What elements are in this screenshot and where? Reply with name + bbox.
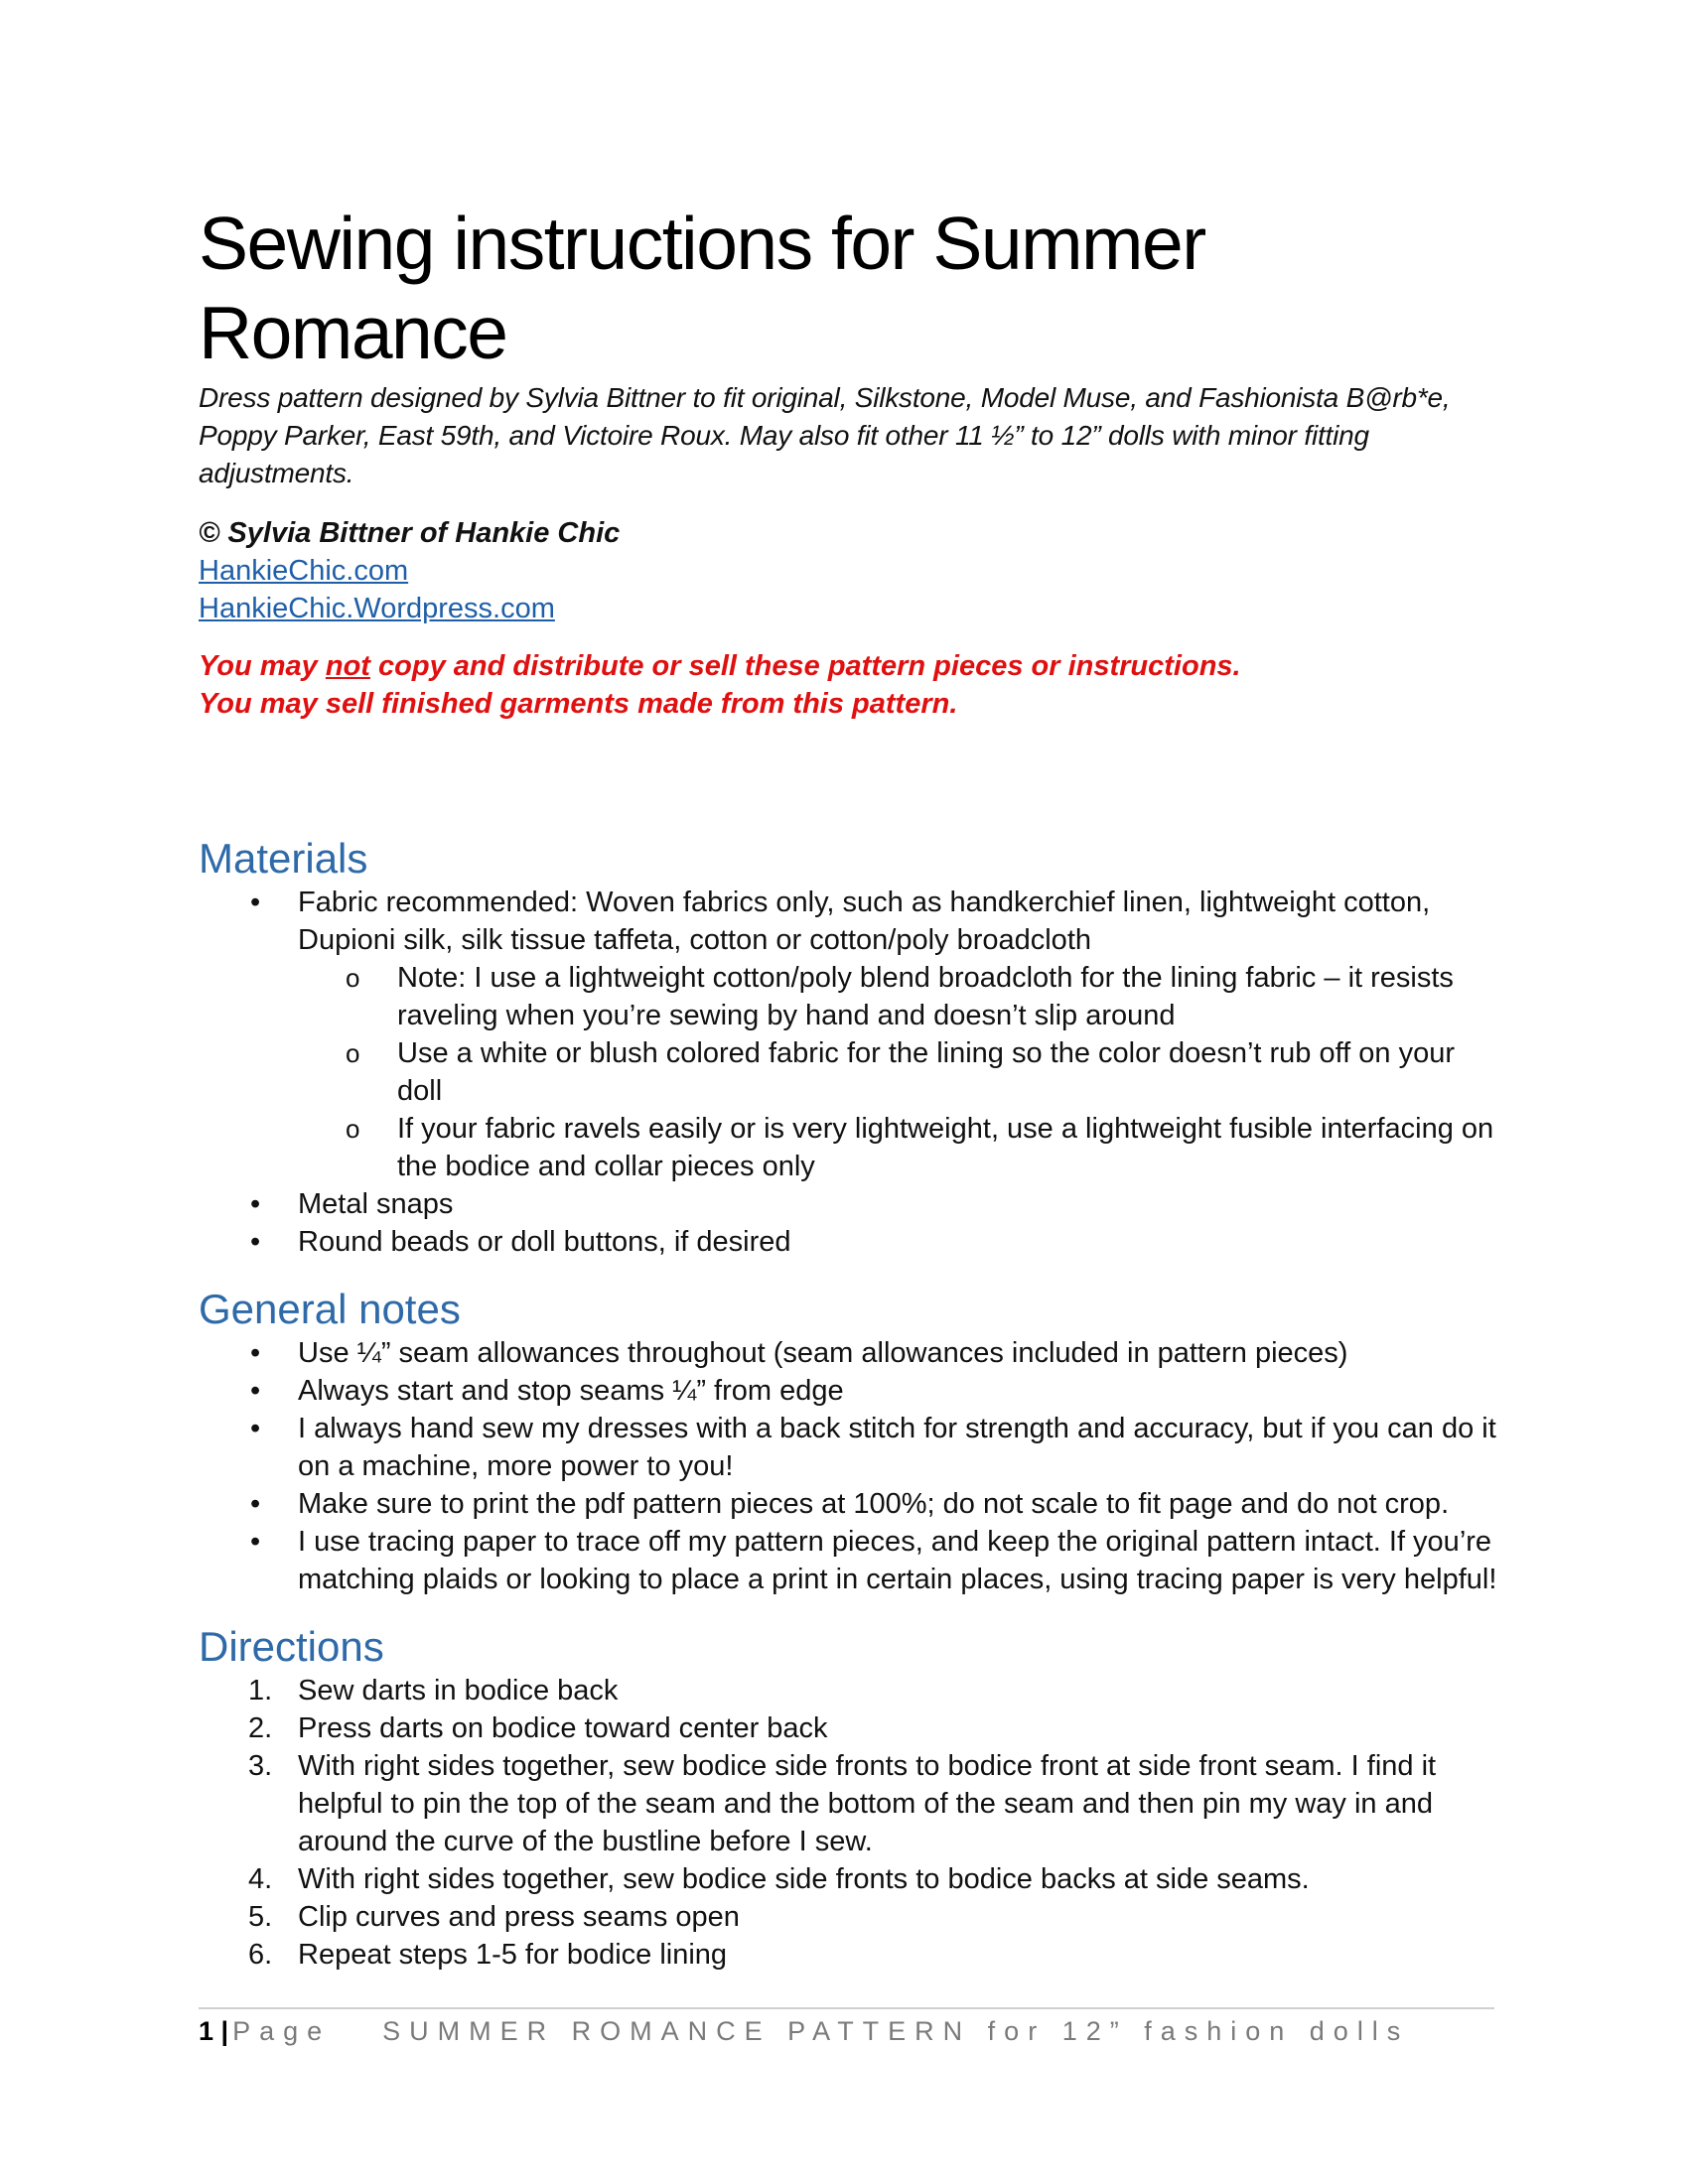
link-hankiechic[interactable]: HankieChic.com	[199, 555, 409, 587]
general-notes-heading: General notes	[199, 1286, 461, 1332]
step-number: 3.	[248, 1750, 273, 1782]
circle-bullet-icon: o	[346, 963, 360, 993]
list-item: • I always hand sew my dresses with a back stitch for strength and accuracy, but if you can do it on a machine, more power to you!	[199, 1410, 1499, 1485]
copyright-warning	[199, 647, 1499, 723]
bullet-icon: •	[250, 887, 261, 918]
step-item: 3. With right sides together, sew bodice side fronts to bodice front at side front seam. I find it helpful to pin the top of the seam and the bottom of the seam and then pin my way in and around the curve of the bustline before I sew.	[199, 1747, 1499, 1860]
list-item: • Always start and stop seams ¼” from edge	[199, 1372, 1499, 1410]
warning-line-1: You may not copy and distribute or sell these pattern pieces or instructions.	[199, 650, 1241, 682]
sub-list-item: o Use a white or blush colored fabric for the lining so the color doesn’t rub off on your doll	[199, 1034, 1499, 1110]
step-number: 4.	[248, 1863, 273, 1895]
bullet-icon: •	[250, 1526, 261, 1558]
bullet-icon: •	[250, 1375, 261, 1407]
step-item: 4. With right sides together, sew bodice side fronts to bodice backs at side seams.	[199, 1860, 1499, 1898]
step-item: 2. Press darts on bodice toward center back	[199, 1709, 1499, 1747]
copyright-line: © Sylvia Bittner of Hankie Chic	[199, 517, 621, 549]
sub-list-item: o If your fabric ravels easily or is very lightweight, use a lightweight fusible interfacing on the bodice and collar pieces only	[199, 1110, 1499, 1185]
sub-list-item: o Note: I use a lightweight cotton/poly blend broadcloth for the lining fabric – it resists raveling when you’re sewing by hand and doesn’t slip around	[199, 959, 1499, 1034]
page-footer	[199, 2013, 1499, 2049]
list-item: • I use tracing paper to trace off my pattern pieces, and keep the original pattern intact. If you’re matching plaids or looking to place a print in certain places, using tracing paper is very helpful!	[199, 1523, 1499, 1598]
step-item: 6. Repeat steps 1-5 for bodice lining	[199, 1936, 1499, 1974]
bullet-icon: •	[250, 1413, 261, 1444]
materials-list	[199, 884, 1499, 1261]
warning-line-2: You may sell finished garments made from this pattern.	[199, 688, 958, 720]
link-hankiechic-wordpress[interactable]: HankieChic.Wordpress.com	[199, 593, 555, 624]
page-title: Sewing instructions for Summer Romance	[199, 202, 1205, 374]
step-number: 5.	[248, 1901, 273, 1933]
step-item: 1. Sew darts in bodice back	[199, 1672, 1499, 1709]
bullet-icon: •	[250, 1226, 261, 1258]
list-item: • Metal snaps	[199, 1185, 1499, 1223]
bullet-icon: •	[250, 1188, 261, 1220]
step-number: 6.	[248, 1939, 273, 1971]
page-content	[199, 199, 1499, 1974]
subtitle: Dress pattern designed by Sylvia Bittner to fit original, Silkstone, Model Muse, and Fashionista B@rb*e, Poppy Parker, East 59th, and Victoire Roux. May also fit other 11 ½” to 12” dolls with minor fitting adjustments.	[199, 382, 1451, 488]
step-number: 1.	[248, 1675, 273, 1706]
warning-emphasis: not	[325, 650, 370, 682]
page-number: 1 |	[199, 2016, 229, 2046]
footer-divider	[199, 2007, 1494, 2009]
materials-heading: Materials	[199, 835, 368, 882]
directions-heading: Directions	[199, 1623, 384, 1670]
step-number: 2.	[248, 1712, 273, 1744]
bullet-icon: •	[250, 1488, 261, 1520]
list-item: • Round beads or doll buttons, if desired	[199, 1223, 1499, 1261]
directions-list	[199, 1672, 1499, 1974]
running-title: SUMMER ROMANCE PATTERN for 12” fashion dolls	[382, 2016, 1410, 2046]
circle-bullet-icon: o	[346, 1038, 360, 1068]
circle-bullet-icon: o	[346, 1114, 360, 1144]
list-item: • Make sure to print the pdf pattern pieces at 100%; do not scale to fit page and do not crop.	[199, 1485, 1499, 1523]
page-label: Page	[232, 2016, 332, 2046]
general-notes-list	[199, 1334, 1499, 1598]
step-item: 5. Clip curves and press seams open	[199, 1898, 1499, 1936]
bullet-icon: •	[250, 1337, 261, 1369]
list-item: • Fabric recommended: Woven fabrics only, such as handkerchief linen, lightweight cotton, Dupioni silk, silk tissue taffeta, cotton or cotton/poly broadcloth	[199, 884, 1499, 959]
list-item: • Use ¼” seam allowances throughout (seam allowances included in pattern pieces)	[199, 1334, 1499, 1372]
